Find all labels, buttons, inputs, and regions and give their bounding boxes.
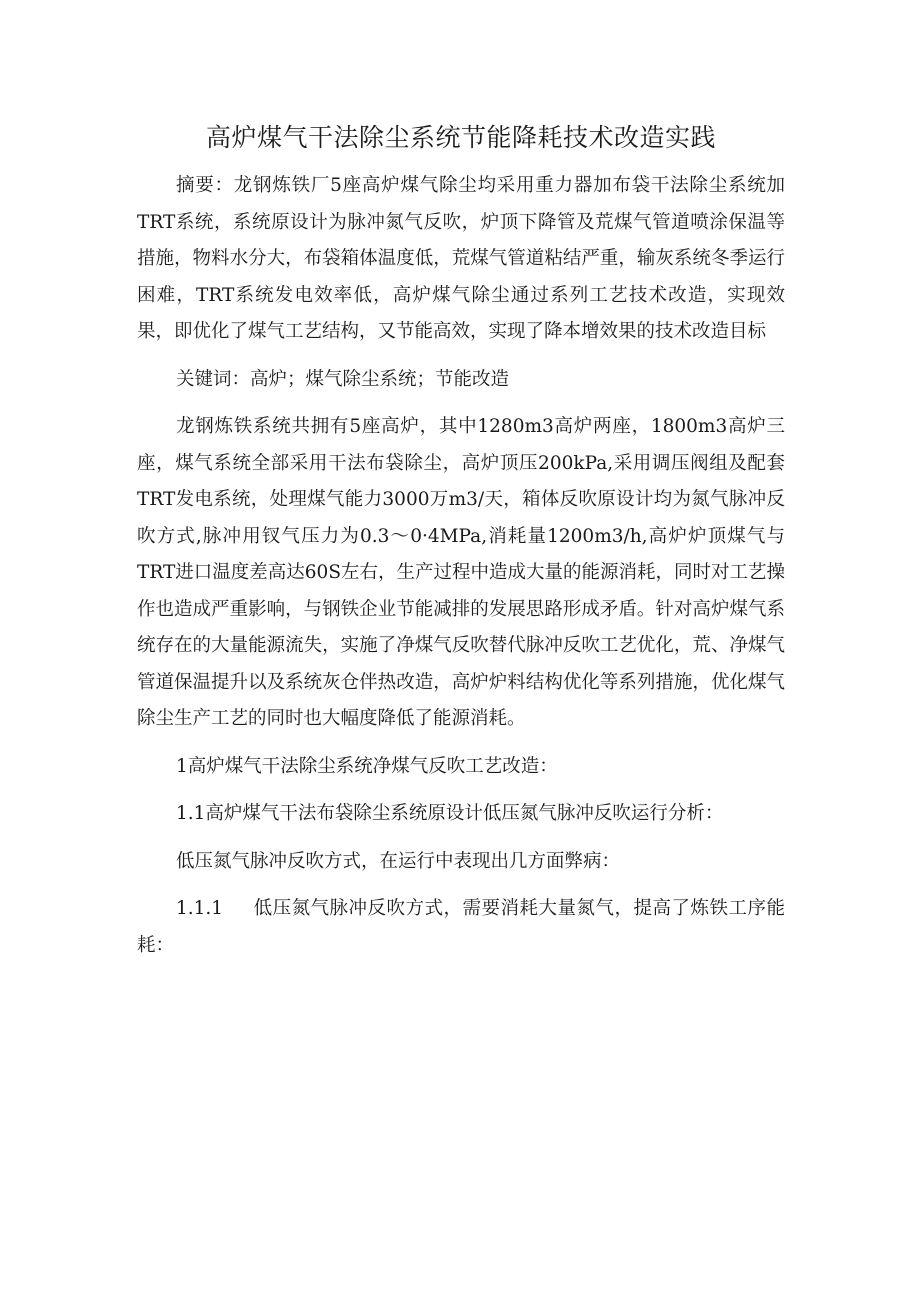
section-intro-1-1: 低压氮气脉冲反吹方式，在运行中表现出几方面弊病： <box>176 850 621 872</box>
list-item-number: 1.1.1 <box>176 898 224 919</box>
document-title: 高炉煤气干法除尘系统节能降耗技术改造实践 <box>205 123 716 152</box>
body-paragraph: 龙钢炼铁系统共拥有5座高炉，其中1280m3高炉两座，1800m3高炉三座，煤气系统全部采用干法布袋除尘，高炉顶压200kPa,采用调压阀组及配套TRT发电系统，处理煤气能力3000万m3/天，箱体反吹原设计均为氮气脉冲反吹方式,脉冲用钗气压力为0.3〜0·4MPa,消耗量1200m3∕h,高炉炉顶煤气与TRT进口温度差高达60S左右，生产过程中造成大量的能源消耗，同时对工艺操作也造成严重影响，与钢铁企业节能减排的发展思路形成矛盾。针对高炉煤气系统存在的大量能源流失，实施了净煤气反吹替代脉冲反吹工艺优化，荒、净煤气管道保温提升以及系统灰仓伴热改造，高炉炉料结构优化等系列措施，优化煤气除尘生产工艺的同时也大幅度降低了能源消耗。 <box>137 416 785 729</box>
section-heading-1: 1高炉煤气干法除尘系统净煤气反吹工艺改造： <box>176 755 558 777</box>
abstract-paragraph: 摘要：龙钢炼铁厂5座高炉煤气除尘均采用重力器加布袋干法除尘系统加TRT系统，系统原设计为脉冲氮气反吹，炉顶下降管及荒煤气管道喷涂保温等措施，物料水分大，布袋箱体温度低，荒煤气管道粘结严重，输灰系统冬季运行困难，TRT系统发电效率低，高炉煤气除尘通过系列工艺技术改造，实现效果，即优化了煤气工艺结构，又节能高效，实现了降本增效果的技术改造目标 <box>137 175 785 342</box>
list-item-1-1-1 <box>137 891 785 964</box>
section-heading-1-1: 1.1高炉煤气干法布袋除尘系统原设计低压氮气脉冲反吹运行分析： <box>176 803 724 824</box>
keywords-paragraph: 关键词：高炉；煤气除尘系统；节能改造 <box>176 368 510 390</box>
list-item-text: 低压氮气脉冲反吹方式，需要消耗大量氮气，提高了炼铁工序能耗： <box>137 898 785 956</box>
